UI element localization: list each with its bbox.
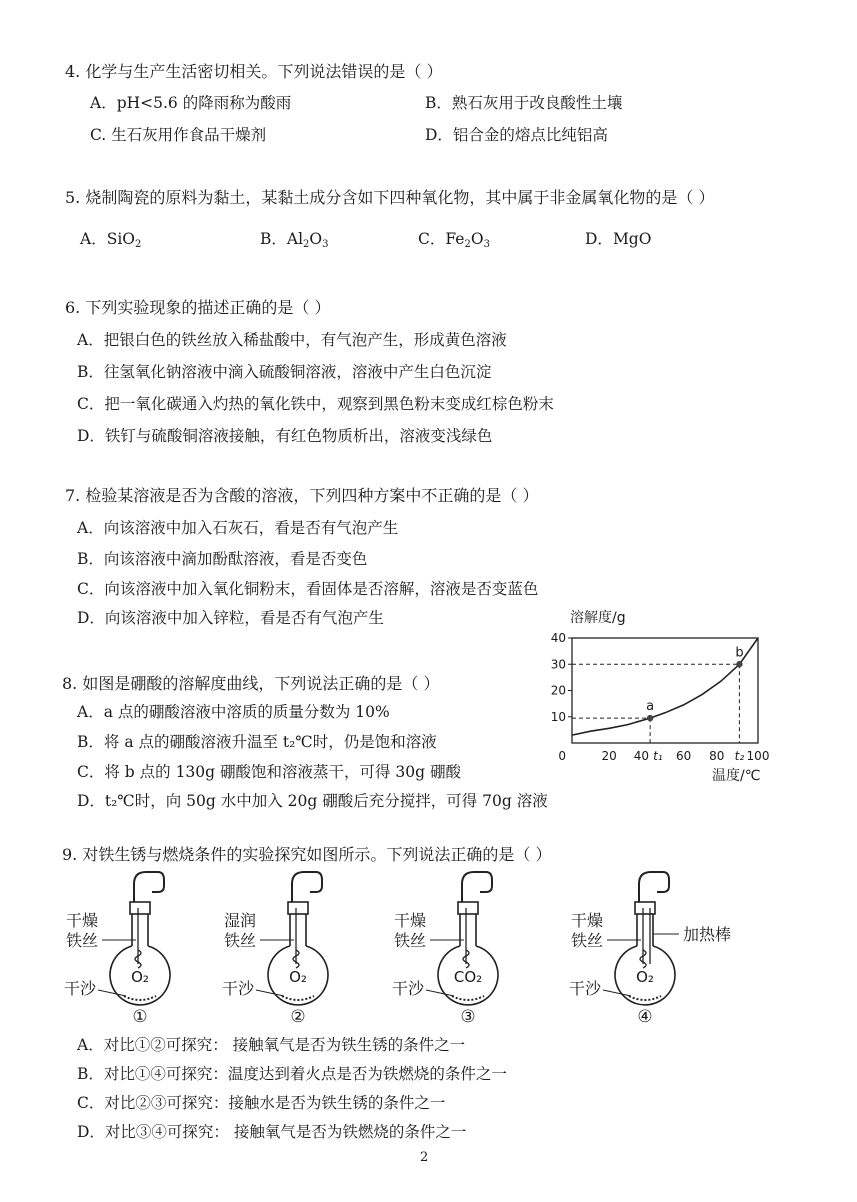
q8-option-d: D．t₂℃时，向 50g 水中加入 20g 硼酸后充分搅拌，可得 70g 溶液 xyxy=(77,792,548,810)
q7-stem: 7. 检验某溶液是否为含酸的溶液，下列四种方案中不正确的是（ ） xyxy=(65,486,539,505)
q7-option-b: B．向该溶液中滴加酚酞溶液，看是否变色 xyxy=(77,550,368,568)
x-tick-label: 100 xyxy=(746,749,770,763)
sand-label: 干沙 xyxy=(221,979,255,998)
point-a-label: a xyxy=(646,699,655,715)
x-tick-label: 0 xyxy=(558,749,566,763)
q6-option-d: D．铁钉与硫酸铜溶液接触，有红色物质析出，溶液变浅绿色 xyxy=(77,427,493,445)
q8-option-a: A．a 点的硼酸溶液中溶质的质量分数为 10% xyxy=(77,703,390,721)
q9-stem: 9. 对铁生锈与燃烧条件的实验探究如图所示。下列说法正确的是（ ） xyxy=(62,845,552,864)
sand-label: 干沙 xyxy=(391,979,425,998)
y-tick-label: 20 xyxy=(550,683,566,698)
chart-ylabel: 溶解度/g xyxy=(570,610,626,626)
hook-tube xyxy=(639,872,669,902)
wire-label-1: 干燥 xyxy=(65,911,99,930)
sand-label: 干沙 xyxy=(568,979,602,998)
q9-option-a: A．对比①②可探究： 接触氧气是否为铁生锈的条件之一 xyxy=(77,1036,466,1054)
q6-stem: 6. 下列实验现象的描述正确的是（ ） xyxy=(65,298,331,317)
wire-label-2: 铁丝 xyxy=(223,931,257,950)
q7-option-a: A．向该溶液中加入石灰石，看是否有气泡产生 xyxy=(77,519,399,537)
q8-option-b: B．将 a 点的硼酸溶液升温至 t₂℃时，仍是饱和溶液 xyxy=(77,733,437,751)
q6-option-c: C．把一氧化碳通入灼热的氧化铁中，观察到黑色粉末变成红棕色粉末 xyxy=(77,395,554,413)
x-tick-label: 20 xyxy=(601,749,617,763)
point-a xyxy=(647,715,653,721)
sand-label-leader xyxy=(426,990,454,996)
apparatus-2 xyxy=(222,872,328,1027)
sand-label-leader xyxy=(603,990,631,996)
dry-sand xyxy=(452,996,484,1000)
q4-option-c: C. 生石灰用作食品干燥剂 xyxy=(90,126,267,144)
dry-sand xyxy=(124,996,156,1000)
q8-option-c: C．将 b 点的 130g 硼酸饱和溶液蒸干，可得 30g 硼酸 xyxy=(77,763,461,781)
stopper xyxy=(635,902,655,914)
heating-rod-label: 加热棒 xyxy=(683,925,732,944)
apparatus-number: ③ xyxy=(460,1007,476,1027)
x-tick-label: 80 xyxy=(709,749,725,763)
sand-label-leader xyxy=(256,990,284,996)
hook-tube xyxy=(134,872,164,902)
stopper xyxy=(458,902,478,914)
q6-option-b: B．往氢氧化钠溶液中滴入硫酸铜溶液，溶液中产生白色沉淀 xyxy=(77,363,492,381)
gas-label: CO₂ xyxy=(453,968,483,986)
point-b xyxy=(736,661,742,667)
solubility-curve xyxy=(572,638,758,735)
apparatus-number: ① xyxy=(132,1007,148,1027)
q5-option-a: A．SiO$_2$ xyxy=(80,230,142,250)
q4-option-a: A．pH<5.6 的降雨称为酸雨 xyxy=(90,94,292,112)
q8-stem: 8. 如图是硼酸的溶解度曲线，下列说法正确的是（ ） xyxy=(62,674,440,693)
q4-option-d: D．铝合金的熔点比纯铝高 xyxy=(425,126,608,144)
q9-option-b: B．对比①④可探究：温度达到着火点是否为铁燃烧的条件之一 xyxy=(77,1065,507,1083)
apparatus-1 xyxy=(64,872,170,1027)
q5-stem: 5. 烧制陶瓷的原料为黏土，某黏土成分含如下四种氧化物，其中属于非金属氧化物的是（ ） xyxy=(65,188,715,207)
y-tick-label: 30 xyxy=(550,657,566,672)
apparatus-4 xyxy=(569,872,731,1027)
apparatus-number: ④ xyxy=(637,1007,653,1027)
chart-frame xyxy=(572,638,758,743)
x-tick-label: t₂ xyxy=(734,749,745,763)
q7-option-d: D．向该溶液中加入锌粒，看是否有气泡产生 xyxy=(77,609,384,627)
wire-label-2: 铁丝 xyxy=(570,931,604,950)
solubility-chart xyxy=(540,608,775,788)
y-tick-label: 40 xyxy=(550,631,566,645)
sand-label: 干沙 xyxy=(63,979,97,998)
dry-sand xyxy=(629,996,661,1000)
x-tick-label: 60 xyxy=(675,749,692,763)
q5-option-c: C．$Fe_2O_3$ xyxy=(418,230,490,250)
gas-label: O₂ xyxy=(289,968,307,986)
stopper xyxy=(130,902,150,914)
stopper xyxy=(288,902,308,914)
iron-rust-combustion-apparatus xyxy=(45,868,765,1028)
wire-label-1: 干燥 xyxy=(393,911,427,930)
q4-option-b: B．熟石灰用于改良酸性土壤 xyxy=(425,94,623,112)
dry-sand xyxy=(282,996,314,1000)
wire-label-2: 铁丝 xyxy=(65,931,99,950)
x-tick-label: t₁ xyxy=(653,749,663,763)
sand-label-leader xyxy=(98,990,126,996)
q6-option-a: A．把银白色的铁丝放入稀盐酸中，有气泡产生，形成黄色溶液 xyxy=(77,331,507,349)
q9-option-c: C．对比②③可探究：接触水是否为铁生锈的条件之一 xyxy=(77,1094,446,1112)
x-tick-label: 40 xyxy=(633,749,650,763)
hook-tube xyxy=(462,872,492,902)
wire-label-2: 铁丝 xyxy=(393,931,427,950)
hook-tube xyxy=(292,872,322,902)
apparatus-number: ② xyxy=(290,1007,306,1027)
wire-label-1: 干燥 xyxy=(570,911,604,930)
gas-label: O₂ xyxy=(131,968,149,986)
q5-option-d: D．MgO xyxy=(585,230,652,248)
apparatus-3 xyxy=(392,872,498,1027)
q5-option-b: B．$Al_2O_3$ xyxy=(260,230,329,250)
point-b-label: b xyxy=(735,645,744,661)
q4-stem: 4. 化学与生产生活密切相关。下列说法错误的是（ ） xyxy=(65,62,443,81)
q9-option-d: D．对比③④可探究： 接触氧气是否为铁燃烧的条件之一 xyxy=(77,1123,467,1141)
wire-label-1: 湿润 xyxy=(223,911,257,930)
gas-label: O₂ xyxy=(636,968,654,986)
page-number: 2 xyxy=(420,1150,429,1165)
chart-xlabel: 温度/℃ xyxy=(712,768,761,784)
q7-option-c: C．向该溶液中加入氧化铜粉末，看固体是否溶解，溶液是否变蓝色 xyxy=(77,580,539,598)
y-tick-label: 10 xyxy=(550,709,566,724)
